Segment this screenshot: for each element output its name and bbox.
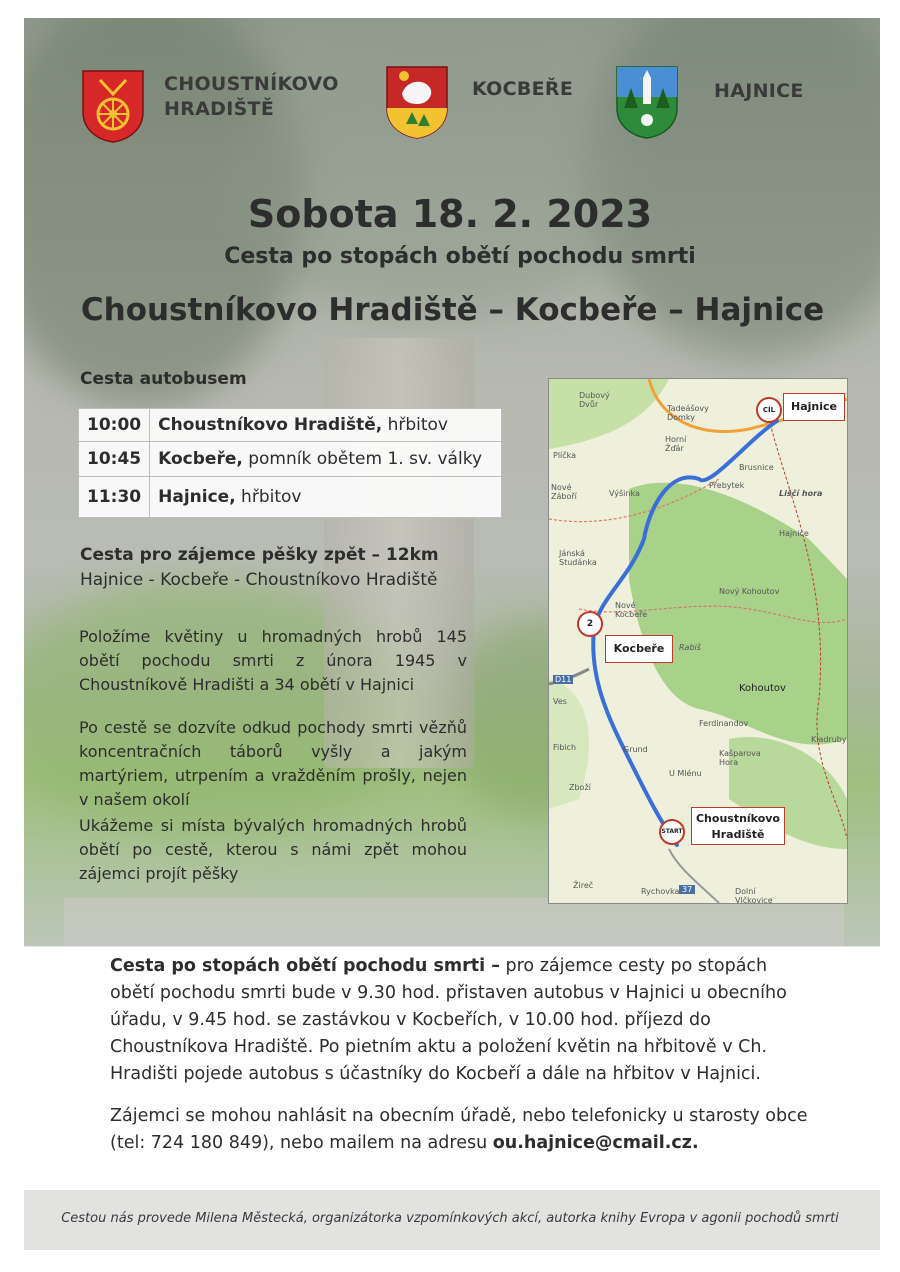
schedule-place: Hajnice, hřbitov <box>150 477 502 518</box>
schedule-time: 10:00 <box>79 409 150 442</box>
map-place-label: Dolní Vlčkovice <box>735 887 773 904</box>
map-place-label: Liščí hora <box>779 489 823 498</box>
map-place-label: Výšinka <box>609 489 640 498</box>
map-place-label: Hajnice <box>779 529 809 538</box>
village-name-kocbere: KOCBEŘE <box>472 78 574 100</box>
map-place-label: Přebytek <box>709 481 745 490</box>
schedule-time: 10:45 <box>79 442 150 477</box>
bus-info-body: pro zájemce cesty po stopách obětí pochodu smrti bude v 9.30 hod. přistaven autobus v Hajnici u obecního úřadu, v 9.45 hod. se zastávkou v Kocbeřích, v 10.00 hod. příjezd do Choustníkova Hradiště. Po pietním aktu a položení květin na hřbitově v Ch. Hradišti pojede autobus s účastníky do Kocbeří a dále na hřbitov v Hajnici. <box>110 956 787 1084</box>
paragraph-flowers: Položíme květiny u hromadných hrobů 145 obětí pochodu smrti z února 1945 v Choustníkově Hradišti a 34 obětí v Hajnici <box>79 627 467 694</box>
map-place-label: Ferdinandov <box>699 719 749 728</box>
map-place-label: Zboží <box>569 783 591 792</box>
road-number-label: 37 <box>679 885 695 894</box>
bus-info-paragraph <box>110 953 810 1088</box>
schedule-time: 11:30 <box>79 477 150 518</box>
map-place-label: Fibich <box>553 743 577 752</box>
paragraph-graves: Ukážeme si místa bývalých hromadných hrobů obětí po cestě, kterou s námi zpět mohou zájemci projít pěšky <box>79 816 467 883</box>
paragraph-history: Po cestě se dozvíte odkud pochody smrti vězňů koncentračních táborů vyšly a jakým martýriem, utrpením a vražděním prošly, nejen v našem okolí <box>79 718 467 809</box>
hajnice-crest <box>614 64 680 140</box>
map-place-label: Jánská Studánka <box>559 549 597 567</box>
schedule-place: Kocbeře, pomník obětem 1. sv. války <box>150 442 502 477</box>
map-place-label: Nové Záboří <box>551 483 577 501</box>
map-place-label: Žireč <box>573 881 594 890</box>
contact-text: Zájemci se mohou nahlásit na obecním úřadě, nebo telefonicky u starosty obce (tel: 724 180 849), nebo mailem na adresu <box>110 1106 808 1153</box>
choustnikovo-hradiste-crest <box>80 68 146 144</box>
kocbere-crest <box>384 64 450 140</box>
map-place-label: Grund <box>623 745 648 754</box>
map-place-label: Ves <box>553 697 567 706</box>
schedule-row <box>79 442 502 477</box>
start-label: Choustníkovo Hradiště <box>691 807 785 845</box>
walk-route: Hajnice - Kocbeře - Choustníkovo Hradiště <box>80 570 438 590</box>
footer-note: Cestou nás provede Milena Městecká, organizátorka vzpomínkových akcí, autorka knihy Evropa v agonii pochodů smrti <box>61 1211 839 1226</box>
map-place-label: Nové Kocbeře <box>615 601 648 619</box>
map-place-label: Rabiš <box>679 643 701 652</box>
bus-info-lead: Cesta po stopách obětí pochodu smrti – <box>110 956 500 976</box>
schedule-row <box>79 477 502 518</box>
map-place-label: U Mlénu <box>669 769 702 778</box>
map-place-label: Kladruby <box>811 735 847 744</box>
map-place-label: Plíčka <box>553 451 577 460</box>
village-name-choustnikovo-hradiste: CHOUSTNÍKOVO HRADIŠTĚ <box>164 73 339 120</box>
map-place-label: Brusnice <box>739 463 774 472</box>
map-place-label: Kohoutov <box>739 683 786 694</box>
bus-heading: Cesta autobusem <box>80 369 247 389</box>
road-number-label: D11 <box>555 675 572 684</box>
map-place-label: Tadeášovy Domky <box>667 404 709 422</box>
divider <box>24 946 880 947</box>
finish-pin: CÍL <box>756 397 782 423</box>
map-place-label: Rychovka <box>641 887 680 896</box>
map-place-label: Kašparova Hora <box>719 749 761 767</box>
map-place-label: Nový Kohoutov <box>719 587 780 596</box>
village-name-hajnice: HAJNICE <box>714 80 804 102</box>
event-subtitle: Cesta po stopách obětí pochodu smrti <box>224 244 696 269</box>
bus-schedule-table <box>78 408 502 518</box>
contact-email[interactable]: ou.hajnice@cmail.cz. <box>492 1133 699 1153</box>
finish-label: Hajnice <box>783 393 845 421</box>
contact-paragraph <box>110 1103 810 1157</box>
map-place-label: Dubový Dvůr <box>579 391 610 409</box>
event-route-title: Choustníkovo Hradiště – Kocbeře – Hajnice <box>80 292 825 328</box>
route-map <box>548 378 848 904</box>
kocbere-pin: 2 <box>577 611 603 637</box>
event-date: Sobota 18. 2. 2023 <box>247 192 653 236</box>
walk-heading: Cesta pro zájemce pěšky zpět – 12km <box>80 545 439 565</box>
map-place-label: Horní Žďár <box>665 435 687 453</box>
kocbere-label: Kocbeře <box>605 635 673 663</box>
schedule-row <box>79 409 502 442</box>
start-pin: START <box>659 819 685 845</box>
stone-slab <box>64 898 844 946</box>
schedule-place: Choustníkovo Hradiště, hřbitov <box>150 409 502 442</box>
